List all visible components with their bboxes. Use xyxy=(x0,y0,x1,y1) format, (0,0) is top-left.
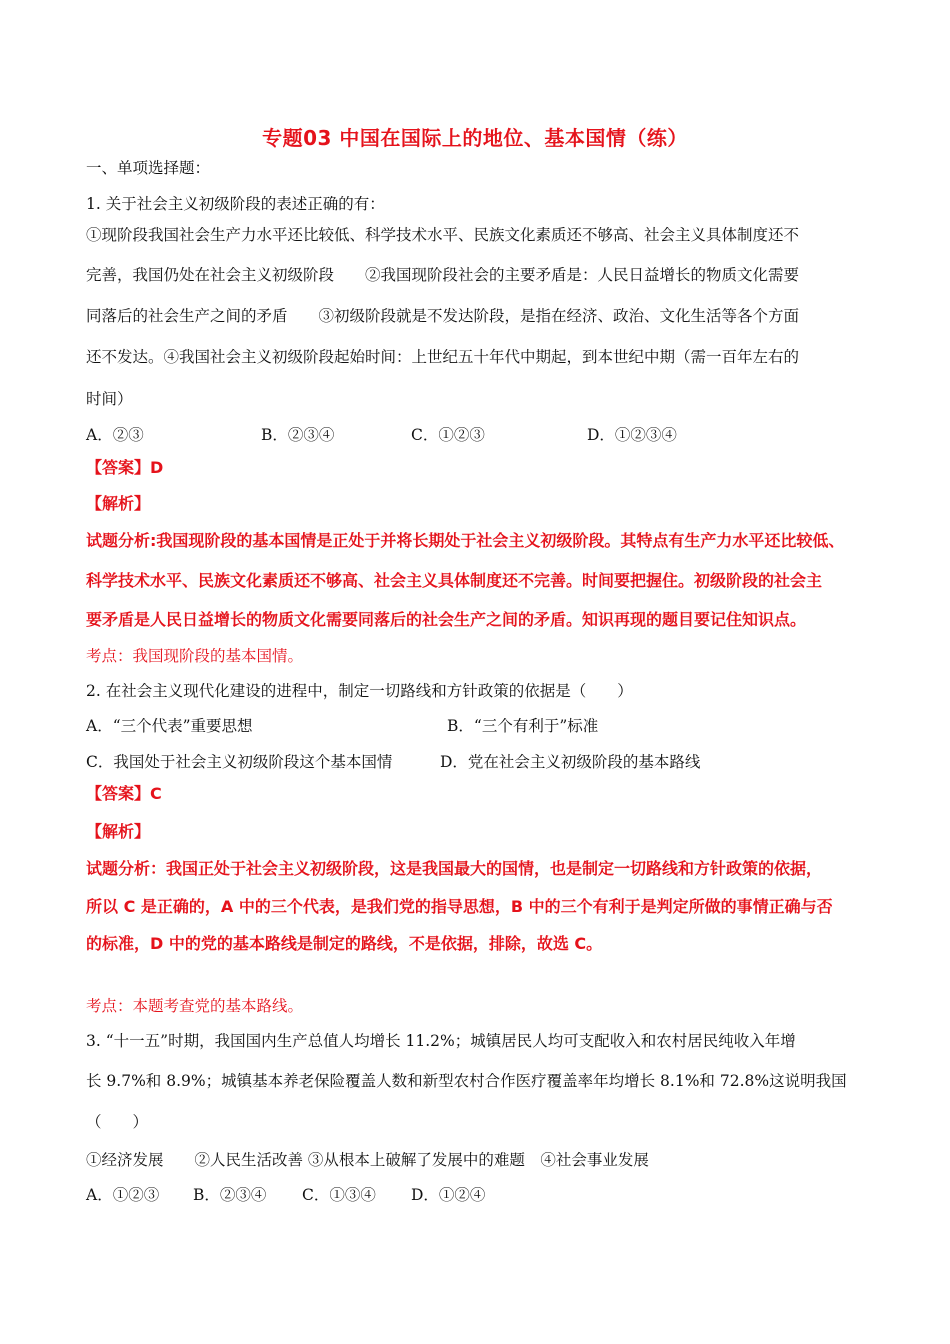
q1-body-line: 还不发达。④我国社会主义初级阶段起始时间：上世纪五十年代中期起，到本世纪中期（需一百年左右的 xyxy=(86,348,800,366)
q2-option-d: D．党在社会主义初级阶段的基本路线 xyxy=(440,753,701,771)
q1-option-d: D．①②③④ xyxy=(587,426,677,444)
q1-analysis-label: 【解析】 xyxy=(86,494,151,513)
q2-analysis-label: 【解析】 xyxy=(86,822,151,841)
q3-option-c: C．①③④ xyxy=(302,1186,376,1204)
q1-option-a: A．②③ xyxy=(86,426,144,444)
q1-analysis-line: 要矛盾是人民日益增长的物质文化需要同落后的社会生产之间的矛盾。知识再现的题目要记住知识点。 xyxy=(86,610,807,629)
q2-analysis-line: 的标准，D 中的党的基本路线是制定的路线，不是依据，排除，故选 C。 xyxy=(86,934,603,953)
q2-answer: 【答案】C xyxy=(86,784,162,803)
q3-option-a: A．①②③ xyxy=(86,1186,160,1204)
q3-option-d: D．①②④ xyxy=(411,1186,486,1204)
q2-kaodian: 考点：本题考查党的基本路线。 xyxy=(86,997,304,1015)
q3-line: ①经济发展 ②人民生活改善 ③从根本上破解了发展中的难题 ④社会事业发展 xyxy=(86,1151,649,1169)
q1-option-b: B．②③④ xyxy=(261,426,335,444)
q2-option-a: A．“三个代表”重要思想 xyxy=(86,717,253,735)
q1-body-line: 时间） xyxy=(86,390,133,408)
q1-answer: 【答案】D xyxy=(86,458,164,477)
q2-analysis-line: 试题分析：我国正处于社会主义初级阶段，这是我国最大的国情，也是制定一切路线和方针政策的依据， xyxy=(86,859,823,878)
q1-option-c: C．①②③ xyxy=(411,426,485,444)
q2-stem: 2. 在社会主义现代化建设的进程中，制定一切路线和方针政策的依据是（ ） xyxy=(86,682,633,700)
q3-option-b: B．②③④ xyxy=(193,1186,267,1204)
q1-kaodian: 考点：我国现阶段的基本国情。 xyxy=(86,647,304,665)
q1-body-line: ①现阶段我国社会生产力水平还比较低、科学技术水平、民族文化素质还不够高、社会主义具体制度还不 xyxy=(86,226,800,244)
q3-line: （ ） xyxy=(86,1113,149,1131)
q3-line: 长 9.7%和 8.9%；城镇基本养老保险覆盖人数和新型农村合作医疗覆盖率年均增长 8.1%和 72.8%这说明我国 xyxy=(86,1072,847,1090)
q1-stem: 1. 关于社会主义初级阶段的表述正确的有： xyxy=(86,195,385,213)
q2-option-c: C．我国处于社会主义初级阶段这个基本国情 xyxy=(86,753,393,771)
q1-analysis-line: 试题分析:我国现阶段的基本国情是正处于并将长期处于社会主义初级阶段。其特点有生产力水平还比较低、 xyxy=(86,531,845,550)
q1-body-line: 同落后的社会生产之间的矛盾 ③初级阶段就是不发达阶段，是指在经济、政治、文化生活等各个方面 xyxy=(86,307,800,325)
q1-body-line: 完善，我国仍处在社会主义初级阶段 ②我国现阶段社会的主要矛盾是：人民日益增长的物质文化需要 xyxy=(86,266,800,284)
q2-analysis-line: 所以 C 是正确的，A 中的三个代表，是我们党的指导思想，B 中的三个有利于是判定所做的事情正确与否 xyxy=(86,897,833,916)
section-heading: 一、单项选择题： xyxy=(86,159,211,177)
q3-line: 3. “十一五”时期，我国国内生产总值人均增长 11.2%；城镇居民人均可支配收入和农村居民纯收入年增 xyxy=(86,1032,796,1050)
q2-option-b: B．“三个有利于”标准 xyxy=(447,717,599,735)
page-title: 专题03 中国在国际上的地位、基本国情（练） xyxy=(262,126,688,150)
q1-analysis-line: 科学技术水平、民族文化素质还不够高、社会主义具体制度还不完善。时间要把握住。初级阶段的社会主 xyxy=(86,571,823,590)
